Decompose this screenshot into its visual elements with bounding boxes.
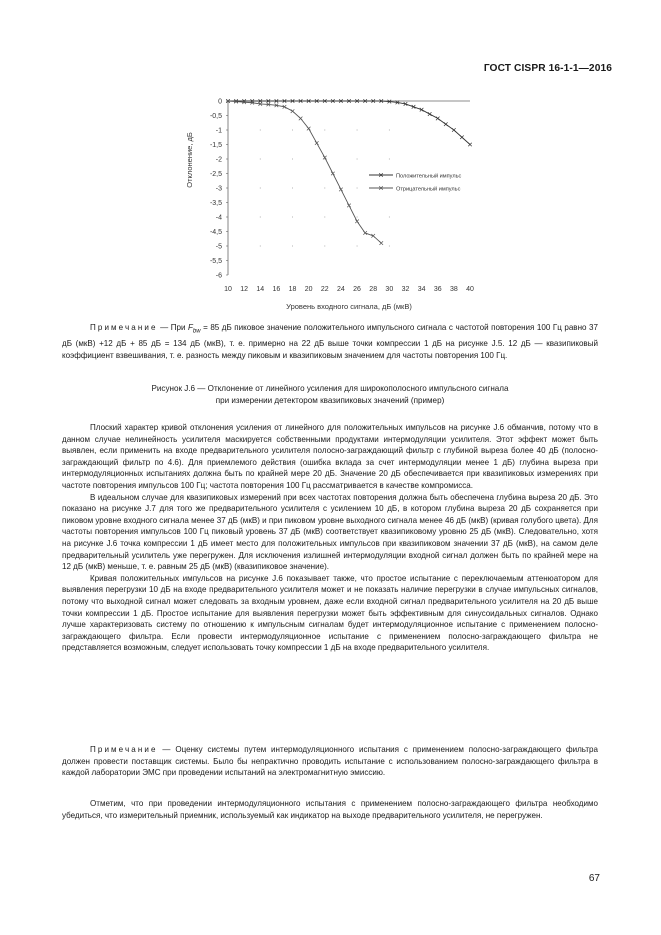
standard-header: ГОСТ CISPR 16-1-1—2016 xyxy=(483,63,612,74)
data-point xyxy=(299,117,303,121)
data-point xyxy=(428,112,432,116)
x-tick-label: 22 xyxy=(320,286,329,293)
page-number: 67 xyxy=(588,873,600,884)
data-point xyxy=(468,143,472,147)
note-label: Примечание xyxy=(90,745,158,754)
x-tick-label: 12 xyxy=(240,286,249,293)
note-label: Примечание xyxy=(90,323,158,332)
grid-dot xyxy=(260,130,261,131)
grid-dot xyxy=(292,217,293,218)
grid-dot xyxy=(357,217,358,218)
x-tick-label: 26 xyxy=(353,286,361,293)
series-line-2 xyxy=(228,101,381,243)
y-tick-label: -5 xyxy=(215,243,222,251)
note-dash: — xyxy=(162,745,171,754)
data-point xyxy=(436,117,440,121)
grid-dot xyxy=(292,159,293,160)
y-tick-label: -3 xyxy=(215,185,222,193)
figure-caption-line2: при измерении детектором квазипиковых значений (пример) xyxy=(215,396,445,405)
grid-dot xyxy=(357,188,358,189)
y-tick-label: -4,5 xyxy=(209,229,222,236)
x-tick-label: 28 xyxy=(369,286,378,293)
x-tick-label: 18 xyxy=(288,286,297,293)
grid-dot xyxy=(357,130,358,131)
grid-dot xyxy=(260,246,261,247)
data-point xyxy=(347,204,351,208)
x-tick-label: 36 xyxy=(433,286,442,293)
grid-dot xyxy=(260,159,261,160)
x-tick-label: 34 xyxy=(417,286,426,293)
grid-dot xyxy=(357,246,358,247)
series-line-1 xyxy=(228,101,470,145)
note-subscript: bw xyxy=(192,328,201,335)
grid-dot xyxy=(324,188,325,189)
y-tick-label: -2 xyxy=(215,156,222,164)
figure-caption xyxy=(62,383,598,407)
data-point xyxy=(339,188,343,192)
y-tick-label: -1 xyxy=(215,127,222,135)
paragraph: В идеальном случае для квазипиковых измерений при всех частотах повторения должна быть обеспечена глубина выреза 20 дБ. Это показано на рисунке J.7 для того же предварительного усилителя с усилением 10 дБ, в котором глубина выреза 20 дБ сохраняется при пиковом уровне входного сигнала менее 37 дБ (мкВ) и при пиковом уровне выходного сигнала менее 46 дБ (мкВ) (кривая голубого цвета). Для частоты повторения импульсов 100 Гц пиковый уровень 37 дБ (мкВ) соответствует квазипиковому уровню 25 дБ (мкВ). Следовательно, хотя на рисунке J.6 точка компрессии 1 дБ имеет место для положительных импульсов при квазипиковом значении 37 дБ (мкВ), на самом деле предварительный усилитель уже перегружен. Для исключения излишней интермодуляции входной сигнал должен быть по крайней мере на 12 дБ (мкВ) меньше, т. е. равным 25 дБ (мкВ) (квазипиковое значение). xyxy=(62,492,598,572)
figure-caption-line1: Рисунок J.6 — Отклонение от линейного усиления для широкополосного импульсного сигнала xyxy=(151,384,509,393)
y-tick-label: -5,5 xyxy=(209,258,222,265)
y-tick-label: -0,5 xyxy=(209,113,222,120)
grid-dot xyxy=(292,246,293,247)
grid-dot xyxy=(292,188,293,189)
x-tick-label: 30 xyxy=(385,286,394,293)
x-axis-label: Уровень входного сигнала, дБ (мкВ) xyxy=(286,302,412,311)
body-text xyxy=(62,422,598,654)
y-tick-label: -2,5 xyxy=(209,171,222,178)
x-tick-label: 38 xyxy=(449,286,458,293)
deviation-chart xyxy=(176,88,486,318)
data-point xyxy=(331,172,335,176)
grid-dot xyxy=(324,217,325,218)
note-symbol: F xyxy=(187,323,193,332)
data-point xyxy=(379,241,383,245)
x-tick-label: 24 xyxy=(337,286,345,293)
note-dash: — xyxy=(160,323,169,332)
x-tick-label: 14 xyxy=(256,286,265,293)
grid-dot xyxy=(357,159,358,160)
legend-label: Положительный импульс xyxy=(396,173,462,180)
data-point xyxy=(307,127,311,131)
data-point xyxy=(291,109,295,113)
data-point xyxy=(444,122,448,126)
grid-dot xyxy=(260,188,261,189)
grid-dot xyxy=(389,159,390,160)
y-tick-label: -4 xyxy=(215,214,222,222)
x-tick-label: 20 xyxy=(304,286,313,293)
data-point xyxy=(355,220,359,224)
grid-dot xyxy=(292,130,293,131)
paragraph: Плоский характер кривой отклонения усиления от линейного для положительных импульсов на рисунке J.6 обманчив, потому что в данном случае нелинейность усилителя маскируется собственными продуктами интермодуляции усилителя. Этот эффект может быть выявлен, если применить на входе предварительного усилителя полосно-заграждающий фильтр с глубиной выреза более 40 дБ (полосно-заграждающий фильтр по 4.6). Для приемлемого действия (ошибка вклада за счет интермодуляции менее 1 дБ) глубина выреза при интермодуляционных испытаниях должна быть по крайней мере 20 дБ. Значение 20 дБ обеспечивается при квазипиковых измерениях при частоте повторения импульсов 100 Гц; частота повторения 100 Гц рассматривается в качестве компромисса. xyxy=(62,423,598,490)
note-text-post: = 85 дБ пиковое значение положительного импульсного сигнала с частотой повторения 100 Гц равно 37 дБ (мкВ) +12 дБ + 85 дБ = 134 дБ (мкВ), т. е. примерно на 22 дБ выше точки компрессии 1 дБ на рисунке J.5. 12 дБ — квазипиковый коэффициент взвешивания, т. е. разность между пиковым и квазипиковым значением для частоты повторения 100 Гц. xyxy=(62,323,598,360)
y-tick-label: -3,5 xyxy=(209,200,222,207)
grid-dot xyxy=(324,246,325,247)
y-tick-label: -6 xyxy=(215,272,222,280)
grid-dot xyxy=(389,130,390,131)
grid-dot xyxy=(324,130,325,131)
final-paragraph: Отметим, что при проведении интермодуляционного испытания с применением полосно-заграждающего фильтра необходимо убедиться, что измерительный приемник, используемый как индикатор на выходе предварительного усилителя, не перегружен. xyxy=(62,799,598,820)
x-tick-label: 10 xyxy=(224,286,232,293)
y-tick-label: -1,5 xyxy=(209,142,222,149)
legend-label: Отрицательный импульс xyxy=(396,186,461,193)
x-tick-label: 32 xyxy=(401,286,410,293)
y-tick-label: 0 xyxy=(218,98,222,106)
data-point xyxy=(315,141,319,145)
paragraph: Кривая положительных импульсов на рисунке J.6 показывает также, что простое испытание с переключаемым аттенюатором для выявления перегрузки 10 дБ на входе предварительного усилителя может и не показать наличие перегрузки в случае импульсных сигналов, потому что выходной сигнал может следовать за входным уровнем, даже если входной сигнал предварительного усилителя на 20 дБ выше точки компрессии 1 дБ. Простое испытание для выявления перегрузки может быть эффективным для синусоидальных сигналов. Однако лучше характеризовать систему по отношению к импульсным сигналам будет интермодуляционное испытание с применением полосно-заграждающего фильтра. Если провести интермодуляционное испытание с применением полосно-заграждающего фильтра не представляется возможным, следует использовать точку компрессии 1 дБ на входе предварительного усилителя. xyxy=(62,573,598,653)
grid-dot xyxy=(389,246,390,247)
note-text-pre: При xyxy=(170,323,188,332)
grid-dot xyxy=(260,217,261,218)
x-tick-label: 40 xyxy=(466,286,474,293)
figure-note xyxy=(62,322,598,361)
x-tick-label: 16 xyxy=(272,286,281,293)
grid-dot xyxy=(389,217,390,218)
system-note xyxy=(62,744,598,779)
y-axis-label: Отклонение, дБ xyxy=(185,132,194,188)
data-point xyxy=(460,135,464,139)
data-point xyxy=(452,128,456,132)
note-text: Оценку системы путем интермодуляционного испытания с применением полосно-заграждающего фильтра должен провести поставщик системы. Было бы непрактично проводить испытание с использованием полосно-заграждающего фильтра в каждой лаборатории ЭМС при проведении испытаний на электромагнитную эмиссию. xyxy=(62,745,598,778)
final-paragraph-block xyxy=(62,798,598,821)
